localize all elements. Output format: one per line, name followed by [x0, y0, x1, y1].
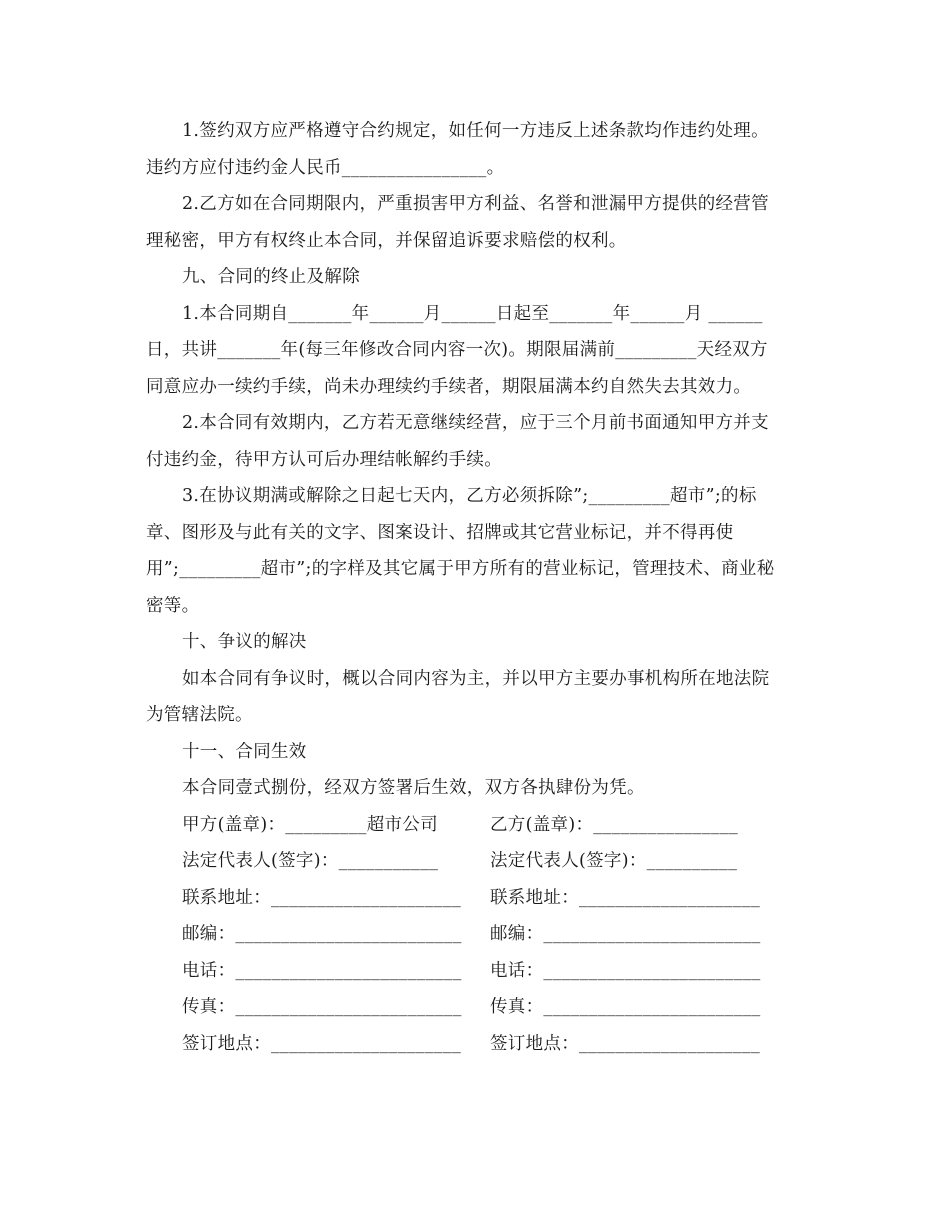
section-9-heading: 九、合同的终止及解除 [182, 267, 360, 287]
signature-row-representative [146, 843, 811, 880]
party-a-signing-place-field: 签订地点：_____________________ [182, 1033, 462, 1054]
section-10-text-line-2: 为管辖法院。 [146, 705, 253, 725]
clause-9-3-line-4: 密等。 [146, 595, 200, 616]
clause-8-1-line-2: 违约方应付违约金人民币________________。 [146, 157, 505, 178]
contract-page [146, 113, 811, 1054]
party-a-seal-field: 甲方(盖章)：_________超市公司 [182, 814, 438, 835]
signature-row-postcode [146, 916, 811, 953]
party-a-representative-field: 法定代表人(签字)：___________ [182, 851, 439, 871]
party-b-representative-field: 法定代表人(签字)：__________ [490, 851, 738, 871]
clause-9-2-line-1: 2.本合同有效期内，乙方若无意继续经营，应于三个月前书面通知甲方并支 [182, 413, 769, 433]
section-10-text-line-1: 如本合同有争议时，概以合同内容为主，并以甲方主要办事机构所在地法院 [182, 668, 770, 689]
signature-row-address [146, 880, 811, 917]
party-b-signing-place-field: 签订地点：____________________ [490, 1033, 760, 1054]
party-a-address-field: 联系地址：_____________________ [182, 887, 462, 908]
party-b-postcode-field: 邮编：________________________ [490, 924, 761, 944]
party-a-fax-field: 传真：_________________________ [182, 997, 462, 1017]
party-b-address-field: 联系地址：____________________ [490, 887, 760, 908]
party-a-phone-field: 电话：_________________________ [182, 960, 462, 981]
section-11-heading: 十一、合同生效 [182, 741, 307, 762]
clause-9-1-line-1: 1.本合同期自_______年______月______日起至_______年______月 ______ [182, 303, 763, 324]
clause-9-3-line-2: 章、图形及与此有关的文字、图案设计、招牌或其它营业标记，并不得再使 [146, 522, 734, 543]
clause-8-1-line-1: 1.签约双方应严格遵守合约规定，如任何一方违反上述条款均作违约处理。 [182, 121, 769, 141]
signature-row-party [146, 807, 811, 844]
party-a-postcode-field: 邮编：_________________________ [182, 924, 462, 944]
section-11-text: 本合同壹式捌份，经双方签署后生效，双方各执肆份为凭。 [182, 778, 645, 798]
clause-8-2-line-1: 2.乙方如在合同期限内，严重损害甲方利益、名誉和泄漏甲方提供的经营管 [182, 194, 769, 214]
clause-9-3-line-1: 3.在协议期满或解除之日起七天内，乙方必须拆除”;_________超市”;的标 [182, 486, 757, 506]
signature-row-phone [146, 953, 811, 990]
clause-9-1-line-3: 同意应办一续约手续，尚未办理续约手续者，期限届满本约自然失去其效力。 [146, 376, 752, 397]
clause-9-3-line-3: 用”;_________超市”;的字样及其它属于甲方所有的营业标记，管理技术、商业秘 [146, 559, 775, 579]
signature-row-place [146, 1026, 811, 1063]
party-b-seal-field: 乙方(盖章)：________________ [490, 814, 739, 835]
party-b-phone-field: 电话：________________________ [490, 960, 761, 981]
party-b-fax-field: 传真：________________________ [490, 997, 761, 1017]
section-10-heading: 十、争议的解决 [182, 632, 307, 652]
clause-8-2-line-2: 理秘密，甲方有权终止本合同，并保留追诉要求赔偿的权利。 [146, 230, 627, 251]
clause-9-2-line-2: 付违约金，待甲方认可后办理结帐解约手续。 [146, 449, 502, 470]
clause-9-1-line-2: 日，共讲_______年(每三年修改合同内容一次)。期限届满前_________天经双方 [146, 340, 768, 360]
signature-row-fax [146, 989, 811, 1026]
